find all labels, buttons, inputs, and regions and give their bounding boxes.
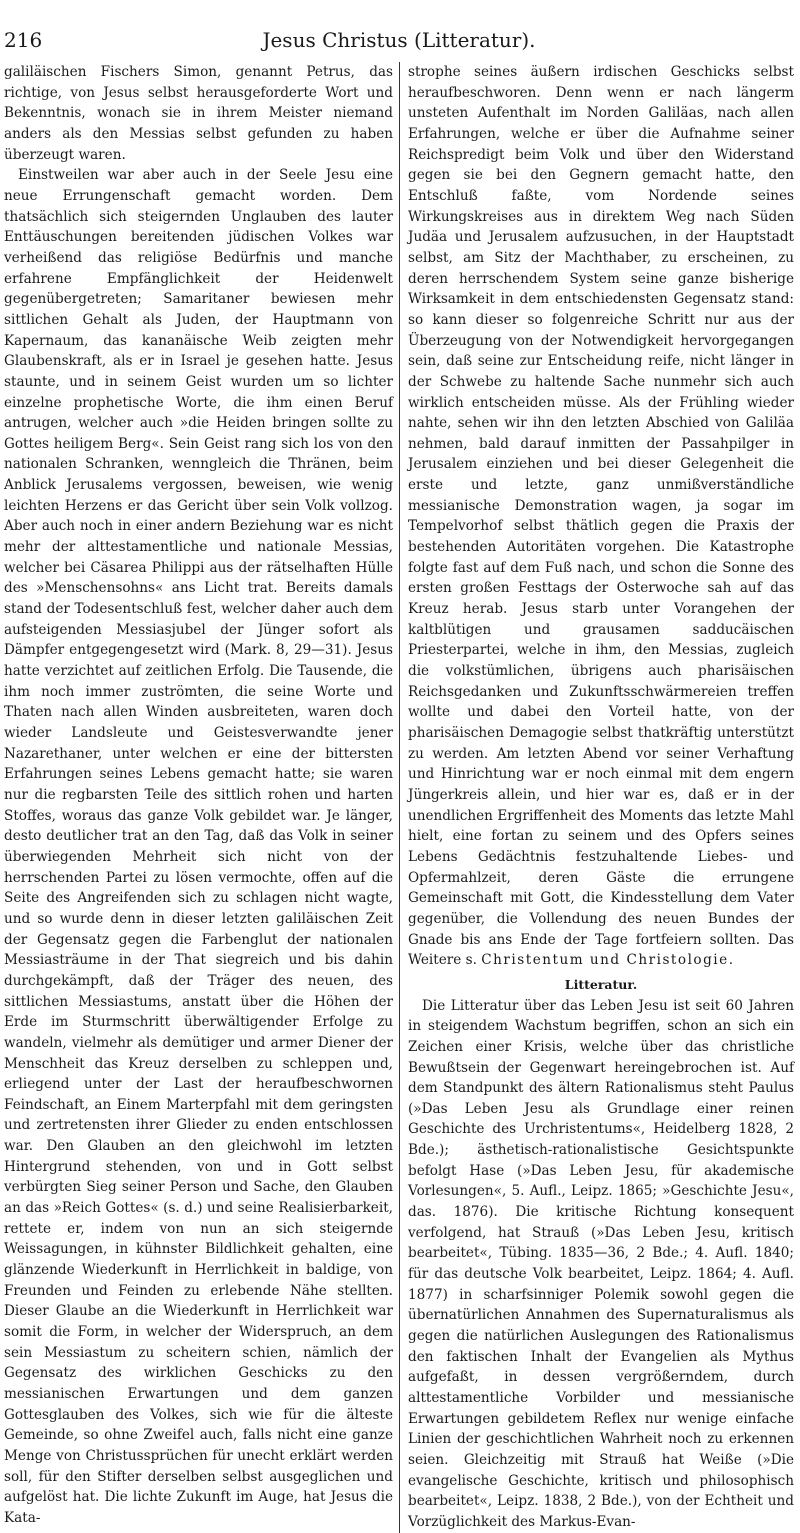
running-title: Jesus Christus (Litteratur). [262,28,536,52]
section-heading-litteratur: Litteratur. [564,976,638,992]
right-paragraph-2: Die Litteratur über das Leben Jesu ist seit 60 Jahren in steigendem Wachstum begriffen, schon an sich ein Zeichen einer Krisis, welche über das christliche Bewußtsein der Gegenwart hereingebrochen ist. Auf dem Standpunkt des ältern Rationalismus steht Paulus (»Das Leben Jesu als Grundlage einer reinen Geschichte des Urchristentums«, Heidelberg 1828, 2 Bde.); ästhetisch-rationalistische Gesichtspunkte befolgt Hase (»Das Leben Jesu, für akademische Vorlesungen«, 5. Aufl., Leipz. 1865; »Geschichte Jesu«, das. 1876). Die kritische Richtung konsequent verfolgend, hat Strauß (»Das Leben Jesu, kritisch bearbeitet«, Tübing. 1835—36, 2 Bde.; 4. Aufl. 1840; für das deutsche Volk bearbeitet, Leipz. 1864; 4. Aufl. 1877) in scharfsinniger Polemik sowohl gegen die übernatürlichen Annahmen des Supernaturalismus als gegen die natürlichen Auslegungen des Rationalismus den faktischen Inhalt der Evangelien als Mythus aufgefaßt, in dessen vergrößerndem, durch alttestamentliche Vorbilder und messianische Erwartungen gebildetem Reflex nur wenige einfache Linien der geschichtlichen Wahrheit noch zu erkennen seien. Gleichzeitig mit Strauß hat Weiße (»Die evangelische Geschichte, kritisch und philosophisch bearbeitet«, Leipz. 1838, 2 Bde.), von der Echtheit und Vorzüglichkeit des Markus-Evan- [408,997,794,1530]
page-number: 216 [4,28,43,52]
right-paragraph-1 [408,62,794,971]
right-paragraph-1-text: strophe seines äußern irdischen Geschicks selbst heraufbeschworen. Denn wenn er nach längerm unsteten Aufenthalt im Norden Galiläas, nach allen Erfahrungen, welche er über die Aufnahme seiner Reichspredigt beim Volk und über den Widerstand gegen sie bei den Gegnern gemacht hatte, den Entschluß faßte, vom Nordende seines Wirkungskreises aus in direktem Weg nach Süden Judäa und Jerusalem aufzusuchen, in der Hauptstadt selbst, am Sitz der Machthaber, zu erscheinen, zu deren herrschendem System seine ganze bisherige Wirksamkeit in dem entschiedensten Gegensatz stand: so kann dieser so folgenreiche Schritt nur aus der Überzeugung von der Notwendigkeit hervorgegangen sein, daß seine zur Entscheidung reife, nicht länger in der Schwebe zu haltende Sache nunmehr sich auch wirklich entscheiden müsse. Als der Frühling wieder nahte, sehen wir ihn den letzten Abschied von Galiläa nehmen, bald darauf inmitten der Passahpilger in Jerusalem einziehen und bei dieser Gelegenheit die erste und letzte, ganz unmißverständliche messianische Demonstration wagen, ja sogar im Tempelvorhof selbst thätlich gegen die Praxis der bestehenden Autoritäten vorgehen. Die Katastrophe folgte fast auf dem Fuß nach, und schon die Sonne des ersten großen Festtags der Osterwoche sah auf das Kreuz herab. Jesus starb unter Vorangehen der kaltblütigen und grausamen sadducäischen Priesterpartei, welche in ihm, den Messias, zugleich die volkstümlichen, übrigens auch pharisäischen Reichsgedanken und Zukunftsschwärmereien treffen wollte und dabei den Vorteil hatte, von der pharisäischen Demagogie selbst thatkräftig unterstützt zu werden. Am letzten Abend vor seiner Verhaftung und Hinrichtung war er noch einmal mit dem engern Jüngerkreis allein, und hier war es, daß er in der unendlichen Ergriffenheit des Moments das letzte Mahl hielt, eine fortan zu seinem und des Opfers seines Lebens Gedächtnis festzuhaltende Liebes- und Opfermahlzeit, deren Gäste die errungene Gemeinschaft mit Gott, die Kindesstellung dem Vater gegenüber, die Vollendung des neuen Bundes der Gnade bis ans Ende der Tage fortfeiern sollten. Das Weitere s. [408,64,794,969]
text-columns [4,62,794,1533]
left-paragraph-2: Einstweilen war aber auch in der Seele Jesu eine neue Errungenschaft gemacht worden. Dem thatsächlich sich steigernden Unglauben des lauter Enttäuschungen bereitenden jüdischen Volkes war verheißend das religiöse Bedürfnis und manche erfahrene Empfänglichkeit der Heidenwelt gegenübergetreten; Samaritaner bewiesen mehr sittlichen Gehalt als Juden, der Hauptmann von Kapernaum, das kananäische Weib zeigten mehr Glaubenskraft, als er in Israel je gesehen hatte. Jesus staunte, und in seinem Geist wurden um so lichter einzelne prophetische Worte, die ihm einen Beruf antrugen, welcher auch »die Heiden bringen sollte zu Gottes heiligem Berg«. Sein Geist rang sich los von den nationalen Schranken, wenngleich die Thränen, beim Anblick Jerusalems vergossen, beweisen, wie wenig leichten Herzens er das Gericht über sein Volk vollzog. Aber auch noch in einer andern Beziehung war es nicht mehr der alttestamentliche und nationale Messias, welcher bei Cäsarea Philippi aus der rätselhaften Hülle des »Menschensohns« ans Licht trat. Bereits damals stand der Todesentschluß fest, welcher daher auch dem aufsteigenden Messiasjubel der Jünger sofort als Dämpfer entgegengesetzt wird (Mark. 8, 29—31). Jesus hatte verzichtet auf zeitlichen Erfolg. Die Tausende, die ihm noch immer zuströmten, die seine Worte und Thaten nach allen Winden ausbreiteten, waren doch wieder Landsleute und Geistesverwandte jener Nazarethaner, unter welchen er eine der bittersten Erfahrungen seines Lebens gemacht hatte; sie waren nur die regbarsten Teile des sittlich rohen und harten Stoffes, woraus das ganze Volk gebildet war. Je länger, desto deutlicher trat an den Tag, daß das Volk in seiner überwiegenden Mehrheit sich nicht von der herrschenden Partei zu lösen vermochte, offen auf die Seite des Angreifenden sich zu schlagen nicht wagte, und so wurde denn in dieser letzten galiläischen Zeit der Gegensatz gegen die Farbenglut der nationalen Messiasträume in der That siegreich und bis dahin durchgekämpft, daß der Träger des neuen, des sittlichen Messiastums, anstatt über die Höhen der Erde im Sturmschritt überwältigender Erfolge zu wandeln, vielmehr als demütiger und armer Diener der Menschheit das Kreuz derselben zu schleppen und, erliegend unter der Last der heraufbeschwornen Feindschaft, an Einem Marterpfahl mit dem geringsten und zertretensten ihrer Glieder zu enden entschlossen war. Den Glauben an den gleichwohl im letzten Hintergrund stehenden, von und in Gott selbst verbürgten Sieg seiner Person und Sache, den Glauben an das »Reich Gottes« (s. d.) und seine Realisierbarkeit, rettete er, indem von nun an sich steigernde Weissagungen, in kühnster Bildlichkeit gehalten, eine glänzende Wiederkunft in Herrlichkeit in baldige, von Freunden und Feinden zu erlebende Nähe stellten. Dieser Glaube an die Wiederkunft in Herrlichkeit war somit die Form, in welcher der Widerspruch, an dem sein Messiastum zu scheitern schien, nämlich der Gegensatz des wirklichen Geschicks zu den messianischen Erwartungen und dem ganzen Gottesglauben des Volkes, sich wie für die älteste Gemeinde, so ohne Zweifel auch, falls nicht eine ganze Menge von Christussprüchen für unecht erklärt werden soll, für den Stifter derselben selbst ausgeglichen und aufgelöst hat. Die lichte Zukunft im Auge, hat Jesus die Kata- [4,167,393,1526]
left-paragraph-1: galiläischen Fischers Simon, genannt Petrus, das richtige, von Jesus selbst herausgeforderte Wort und Bekenntnis, wonach sie in ihrem Meister niemand anders als den Messias selbst gefunden zu haben überzeugt waren. [4,64,393,163]
right-column [399,62,794,1533]
cross-reference: Christentum und Christologie. [481,952,735,969]
left-column [4,62,399,1533]
page-header [4,28,794,62]
